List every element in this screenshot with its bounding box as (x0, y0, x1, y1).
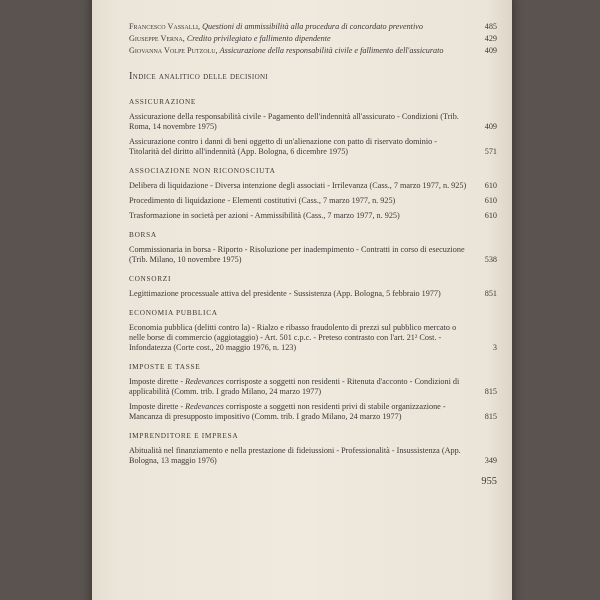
author-entry: Giovanna Volpe Putzolu, Assicurazione della responsabilità civile e fallimento dell'assicurato 409 (129, 46, 497, 55)
page-reference: 610 (484, 181, 497, 190)
entry-prefix: Imposte dirette - (129, 377, 186, 386)
author-list (129, 22, 501, 56)
index-entry (129, 137, 501, 157)
author-entry: Giuseppe Verna, Credito privilegiato e fallimento dipendente 429 (129, 34, 497, 43)
index-entry (129, 377, 501, 397)
page-reference: 3 (492, 343, 497, 352)
book-page (92, 0, 512, 600)
index-section (129, 97, 501, 157)
author-name: Giuseppe Verna (129, 34, 183, 43)
author-article-title: Questioni di ammissibilità alla procedura di concordato preventivo (202, 22, 423, 31)
section-title: ECONOMIA PUBBLICA (129, 308, 218, 317)
entry-italic-term: Redevances (185, 377, 224, 386)
page-reference: 815 (484, 387, 497, 396)
section-title: ASSOCIAZIONE NON RICONOSCIUTA (129, 166, 276, 175)
page-reference: 571 (484, 147, 497, 156)
index-entry (129, 289, 501, 299)
page-reference: 851 (484, 289, 497, 298)
index-section (129, 274, 501, 299)
entry-text: Legittimazione processuale attiva del presidente - Sussistenza (App. Bologna, 5 febbraio 1977) (129, 289, 441, 298)
index-section (129, 308, 501, 353)
index-entry (129, 112, 501, 132)
entry-text: corrisposte a soggetti non residenti - Ritenuta d'acconto - Condizioni di applicabilità (Comm. trib. I grado Milano, 24 marzo 1977) (129, 377, 460, 396)
entry-text: Trasformazione in società per azioni - Ammissibilità (Cass., 7 marzo 1977, n. 925) (129, 211, 400, 220)
page-reference: 485 (484, 22, 497, 31)
index-entry (129, 402, 501, 422)
section-title: ASSICURAZIONE (129, 97, 197, 106)
index-section (129, 431, 501, 466)
index-entry (129, 245, 501, 265)
entry-text: Delibera di liquidazione - Diversa intenzione degli associati - Irrilevanza (Cass., 7 marzo 1977, n. 925) (129, 181, 467, 190)
author-article-title: Credito privilegiato e fallimento dipendente (186, 34, 331, 43)
index-section (129, 166, 501, 221)
entry-text: Abitualità nel finanziamento e nella prestazione di fideiussioni - Professionalità - Insussistenza (App. Bologna, 13 maggio 1976) (129, 446, 461, 465)
index-title: Indice analitico delle decisioni (129, 71, 269, 82)
section-title: BORSA (129, 230, 157, 239)
index-entry (129, 181, 501, 191)
author-entry: Francesco Vassalli, Questioni di ammissibilità alla procedura di concordato preventivo 485 (129, 22, 497, 31)
page-number: 955 (481, 476, 497, 487)
section-title: IMPRENDITORE E IMPRESA (129, 431, 239, 440)
page-reference: 349 (484, 456, 497, 465)
index-entry (129, 211, 501, 221)
index-entry (129, 446, 501, 466)
entry-text: Assicurazione contro i danni di beni oggetto di un'alienazione con patto di riservato dominio - Titolarità del diritto all'indennità (App. Bologna, 6 dicembre 1975) (129, 137, 437, 156)
author-name: Giovanna Volpe Putzolu (129, 46, 216, 55)
section-title: CONSORZI (129, 274, 172, 283)
index-entry (129, 323, 501, 353)
entry-text: Economia pubblica (delitti contro la) - Rialzo e ribasso fraudolento di prezzi sul pubblico mercato o nelle borse di commercio (aggiotaggio) - Art. 501 c.p.c. - Preteso contrasto con l'art. 21² Cost. - Infondatezza (Corte cost., 20 maggio 1976, n. 123) (129, 323, 457, 352)
entry-text: Commissionaria in borsa - Riporto - Risoluzione per inadempimento - Contratti in corso di esecuzione (Trib. Milano, 10 novembre 1975) (129, 245, 465, 264)
page-reference: 409 (484, 46, 497, 55)
index-section (129, 362, 501, 422)
entry-text: corrisposte a soggetti non residenti privi di stabile organizzazione - Mancanza di presupposto impositivo (Comm. trib. I grado Milano, 24 marzo 1977) (129, 402, 446, 421)
entry-italic-term: Redevances (185, 402, 224, 411)
entry-text: Procedimento di liquidazione - Elementi costitutivi (Cass., 7 marzo 1977, n. 925) (129, 196, 396, 205)
entry-prefix: Imposte dirette - (129, 402, 186, 411)
index-entry (129, 196, 501, 206)
page-content (129, 22, 501, 487)
index-section (129, 230, 501, 265)
page-reference: 815 (484, 412, 497, 421)
entry-text: Assicurazione della responsabilità civile - Pagamento dell'indennità all'assicurato - Condizioni (Trib. Roma, 14 novembre 1975) (129, 112, 459, 131)
author-name: Francesco Vassalli (129, 22, 199, 31)
page-reference: 610 (484, 211, 497, 220)
page-reference: 429 (484, 34, 497, 43)
page-reference: 610 (484, 196, 497, 205)
author-article-title: Assicurazione della responsabilità civile e fallimento dell'assicurato (219, 46, 444, 55)
page-reference: 409 (484, 122, 497, 131)
page-reference: 538 (484, 255, 497, 264)
section-title: IMPOSTE E TASSE (129, 362, 201, 371)
